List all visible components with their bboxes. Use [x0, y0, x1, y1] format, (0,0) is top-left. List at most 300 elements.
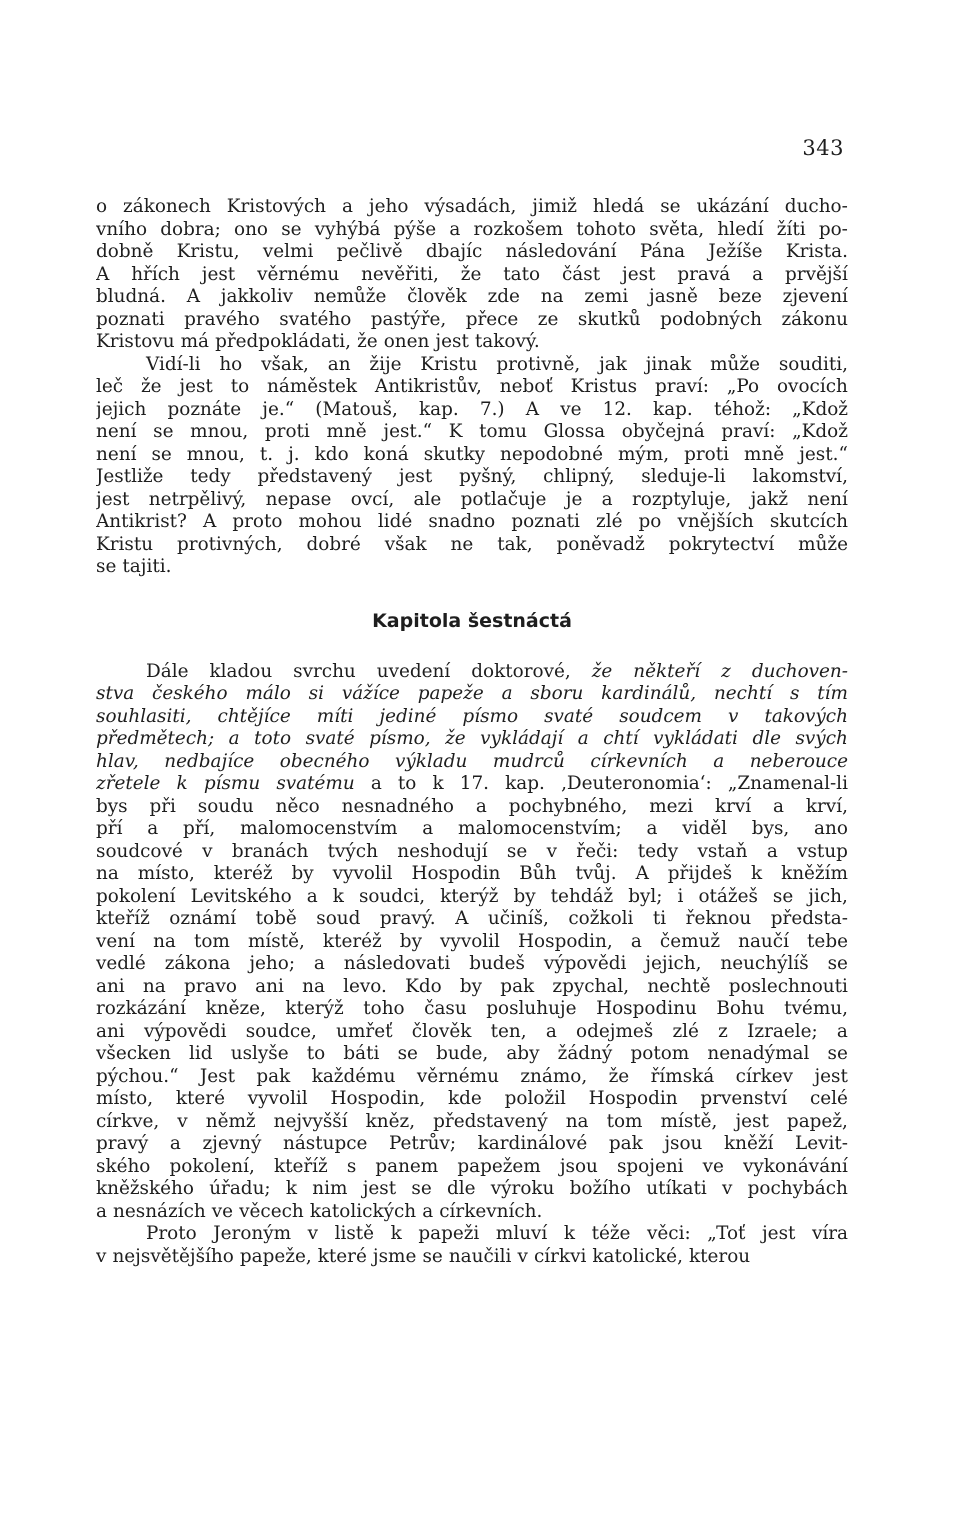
word: poněvadž [556, 533, 645, 555]
word: Petrův; [389, 1133, 457, 1154]
word: ‚Deuteronomia‘: [561, 773, 712, 794]
word: žije [369, 353, 402, 375]
word: mezi [649, 795, 694, 817]
word: K [448, 421, 463, 442]
word: dobra; [160, 218, 221, 240]
word: papeže [417, 683, 484, 704]
word: církevních [590, 750, 688, 772]
word: mně [744, 443, 785, 465]
word: ve [702, 1155, 724, 1177]
word: z [718, 1020, 728, 1042]
word: němž [205, 1110, 256, 1132]
text-line [96, 976, 848, 999]
word: A [186, 286, 200, 307]
word: a [313, 953, 325, 974]
word: místo, [137, 863, 195, 884]
word: nechtě [647, 975, 711, 997]
word: ze [537, 308, 559, 330]
word: se [151, 443, 172, 465]
text-line [96, 399, 848, 422]
word: Hospodin, [518, 930, 613, 952]
word: mudrců [492, 750, 565, 772]
word: neberouce [749, 750, 848, 772]
word: část [562, 263, 601, 285]
word: výroku [490, 1178, 555, 1199]
word: se [153, 421, 174, 442]
word: jest [435, 331, 469, 352]
word: tedy [637, 840, 679, 862]
word: katolických [309, 1200, 417, 1222]
text-line [96, 953, 848, 976]
word: Glossa [543, 421, 606, 442]
word: zpychal, [552, 975, 630, 997]
word: jeho [368, 196, 409, 217]
word: oznámí [169, 908, 237, 929]
word: vykládati [653, 728, 738, 749]
word: ani [96, 1020, 125, 1042]
word: představený [433, 1110, 548, 1132]
text-line [96, 683, 848, 706]
word: božího [569, 1178, 631, 1199]
word: zjevný [202, 1133, 262, 1154]
word: že [591, 660, 613, 682]
word: zlé [672, 1020, 699, 1042]
word: tobě [255, 908, 297, 929]
word: A [525, 398, 540, 420]
word: dobré [306, 533, 361, 555]
word: žádný [557, 1043, 613, 1064]
word: mně [326, 421, 367, 442]
word: soudce, [245, 1020, 317, 1042]
word: jest [96, 488, 130, 510]
word: a [601, 488, 613, 510]
word: nevěřiti, [361, 263, 439, 285]
word: v [721, 1178, 733, 1199]
word: s [789, 683, 800, 704]
text-line [96, 728, 848, 751]
word: k [176, 773, 188, 794]
word: kde [448, 1088, 482, 1109]
word: na [540, 286, 564, 307]
word: a [341, 196, 353, 217]
word: skutků [577, 308, 641, 330]
word: i [677, 885, 684, 907]
word: není [96, 443, 137, 465]
word: známo, [520, 1065, 588, 1087]
word: na [142, 975, 166, 997]
word: dobně [96, 241, 154, 262]
word: Kristu [96, 533, 154, 555]
word: k [285, 1178, 298, 1199]
page-number: 343 [802, 136, 844, 160]
word: kap. [505, 773, 545, 794]
paragraph [96, 661, 848, 1224]
word: Kristových [226, 196, 327, 217]
word: Ježíše [708, 241, 763, 262]
chapter-heading: Kapitola šestnáctá [372, 609, 572, 632]
word: Krista. [785, 241, 848, 262]
word: však, [261, 353, 309, 375]
word: jest [201, 263, 236, 285]
word: an [327, 353, 351, 375]
word: Bůh [519, 863, 557, 884]
word: jeho; [249, 953, 296, 974]
word: kteříž [273, 1155, 328, 1177]
word: věci: [647, 1223, 691, 1244]
word: svaté [305, 728, 355, 749]
text-line [96, 1111, 848, 1134]
text-line [96, 264, 848, 287]
word: jest.“ [799, 443, 848, 465]
word: ho [219, 353, 243, 375]
word: jakkoliv [220, 286, 293, 307]
word: tom [606, 1110, 643, 1132]
word: 17. [459, 773, 490, 794]
word: Hospodin [411, 863, 501, 884]
word: na [302, 975, 325, 997]
word: a [422, 1200, 434, 1222]
text-line [96, 1088, 848, 1111]
word: Jest [199, 1065, 235, 1087]
word: skutcích [769, 511, 848, 532]
word: že [357, 331, 378, 352]
word: může [710, 353, 760, 375]
word: uvedení [376, 660, 451, 682]
word: nechtí [713, 683, 773, 704]
word: kterýž [440, 885, 499, 907]
word: ono [234, 218, 268, 240]
word: Levitského [190, 885, 292, 907]
word: představený [257, 466, 373, 487]
word: rozkázání [96, 998, 187, 1019]
word: vyvolil [332, 863, 393, 884]
word: k [332, 885, 344, 907]
word: ani [96, 975, 125, 997]
word: písmo [462, 705, 519, 727]
text-line [96, 466, 848, 489]
word: jsme [372, 1245, 417, 1267]
word: zákonech [123, 196, 211, 217]
paragraph [96, 1223, 848, 1268]
word: času [424, 998, 467, 1019]
word: poznati [511, 511, 580, 532]
word: každému [311, 1065, 396, 1087]
word: se [506, 840, 528, 862]
word: nemůže [313, 286, 387, 307]
word: víra [811, 1223, 848, 1244]
word: tím [817, 683, 848, 704]
word: na [153, 930, 176, 952]
text-line [96, 1246, 848, 1269]
word: celé [809, 1088, 848, 1109]
word: vyvolil [440, 930, 500, 952]
word: a [545, 1020, 557, 1042]
word: panem [375, 1155, 439, 1177]
word: a [577, 728, 589, 749]
word: kteříž [96, 908, 150, 929]
word: římská [650, 1065, 715, 1087]
text-line [96, 219, 848, 242]
word: a [169, 1133, 181, 1154]
word: k [432, 773, 444, 794]
word: zjevení [782, 286, 848, 307]
word: mohou [298, 511, 362, 532]
word: souditi, [778, 353, 848, 375]
word: následování [505, 241, 617, 262]
word: neshodují [397, 840, 488, 862]
text-block [96, 196, 848, 1268]
text-line [96, 1021, 848, 1044]
word: jsou [559, 1155, 598, 1177]
text-line [96, 908, 848, 931]
word: svatému [276, 773, 355, 794]
text-line [96, 886, 848, 909]
word: pravý [96, 1133, 149, 1154]
section-after-heading [96, 661, 848, 1269]
word: otážeš [698, 885, 758, 907]
word: a [449, 218, 461, 240]
text-line [96, 1156, 848, 1179]
text-line [96, 1201, 848, 1224]
word: že [608, 1065, 630, 1087]
word: někteří [633, 660, 701, 682]
word: potom [630, 1043, 690, 1064]
word: potlačuje [460, 488, 547, 510]
word: tak, [497, 533, 533, 555]
word: vstup [797, 840, 848, 862]
word: Jestliže [96, 466, 164, 487]
text-line [96, 841, 848, 864]
word: téhož: [713, 398, 772, 420]
text-line [96, 1066, 848, 1089]
word: „Znamenal-li [727, 773, 848, 794]
word: utíkati [646, 1178, 707, 1199]
word: „Po [726, 376, 760, 397]
word: pyšný, [459, 466, 517, 487]
text-line [96, 376, 848, 399]
word: praví: [655, 376, 709, 397]
word: po [638, 511, 662, 532]
word: papež, [786, 1110, 848, 1132]
word: Bohu [716, 998, 765, 1019]
word: leč [96, 376, 124, 397]
word: mluví [495, 1223, 548, 1244]
word: by [291, 863, 314, 884]
word: tvému, [784, 998, 848, 1019]
word: tehdáž [550, 885, 614, 907]
word: dbajíc [425, 241, 483, 262]
word: místo, [96, 1088, 154, 1109]
word: jejich, [645, 953, 702, 974]
word: vyhýbá [314, 218, 381, 240]
word: doktorové, [471, 660, 571, 682]
word: skutky [423, 443, 486, 465]
text-line [96, 534, 848, 557]
word: jest.“ [383, 421, 433, 442]
word: neuchýlíš [720, 953, 809, 974]
word: snadno [428, 511, 496, 532]
word: onen [383, 331, 430, 352]
text-line [96, 196, 848, 219]
word: hledí [717, 218, 764, 240]
word: a [752, 263, 764, 285]
word: A [202, 511, 217, 532]
word: a [501, 683, 513, 704]
word: řeknou [685, 908, 752, 929]
word: výpovědi [543, 953, 627, 974]
word: naučí [738, 930, 789, 952]
word: lakomství, [752, 466, 848, 487]
word: kněze, [205, 998, 266, 1019]
word: poslechnouti [728, 975, 848, 997]
text-line [96, 556, 848, 579]
word: naučili [448, 1245, 512, 1267]
word: cožkoli [568, 908, 634, 929]
word: církev [735, 1065, 794, 1087]
word: bludná. [96, 286, 166, 307]
word: krví [714, 795, 752, 817]
word: vního [96, 218, 148, 240]
word: nesnadného [341, 795, 454, 817]
word: v [307, 1223, 319, 1244]
text-line [96, 863, 848, 886]
word: církve, [96, 1110, 160, 1132]
word: věrnému [416, 1065, 499, 1087]
text-line [96, 511, 848, 534]
word: nepase [265, 488, 332, 510]
word: málo [245, 683, 291, 704]
word: jest [735, 1110, 769, 1132]
word: něco [275, 795, 320, 817]
word: kteréž [213, 863, 273, 884]
word: a [773, 795, 785, 817]
word: ukázání [696, 196, 769, 217]
word: t. [259, 443, 274, 465]
word: dle [752, 728, 781, 749]
word: církevních. [439, 1200, 543, 1222]
word: pokrytectví [668, 533, 775, 555]
word: to [230, 376, 250, 397]
word: jest [761, 1223, 796, 1244]
word: kladou [209, 660, 273, 682]
word: nástupce [282, 1133, 368, 1154]
word: Hospodinu [596, 998, 697, 1019]
word: má [180, 331, 210, 352]
word: kněží [723, 1133, 774, 1154]
word: z [721, 660, 731, 682]
word: k [563, 1223, 576, 1244]
word: rozptyluje, [631, 488, 732, 510]
word: svrchu [293, 660, 356, 682]
word: Kristus [570, 376, 638, 397]
word: a [96, 1200, 107, 1222]
word: svaté [544, 705, 594, 727]
word: praví: [721, 421, 776, 442]
word: kdo [314, 443, 349, 465]
word: člověk [411, 1020, 472, 1042]
word: pří [96, 818, 123, 839]
word: ten, [490, 1020, 527, 1042]
word: neboť [499, 376, 553, 397]
word: pří, [182, 818, 216, 839]
word: uslyše [230, 1043, 289, 1064]
word: jak [599, 353, 627, 375]
word: které [317, 1245, 367, 1267]
word: A [635, 863, 649, 884]
word: proti [684, 443, 730, 465]
word: by [513, 885, 536, 907]
word: podobných [660, 308, 762, 330]
word: pochybách [747, 1178, 848, 1199]
word: jediné [379, 705, 437, 727]
word: světa, [649, 218, 705, 240]
word: Kristu, [176, 241, 240, 262]
word: že [460, 263, 482, 285]
word: 12. [602, 398, 632, 420]
word: soudcem [619, 705, 702, 727]
word: spojeni [616, 1155, 684, 1177]
word: Hospodin, [330, 1088, 426, 1109]
word: se [281, 218, 302, 240]
word: následovati [343, 953, 451, 974]
word: sboru [530, 683, 584, 704]
word: Hospodin [588, 1088, 678, 1109]
word: ano [814, 818, 848, 839]
word: věrnému [257, 263, 340, 285]
text-line [96, 421, 848, 444]
word: pravý. [379, 908, 436, 929]
word: na [565, 1110, 589, 1132]
word: „Toť [707, 1223, 746, 1244]
word: kteréž [322, 930, 382, 952]
word: tvých [327, 840, 378, 862]
text-line [96, 706, 848, 729]
word: se [422, 1245, 443, 1267]
word: „Kdož [792, 398, 848, 420]
word: k [750, 863, 763, 884]
word: řeči: [576, 840, 619, 862]
word: není [807, 488, 848, 510]
paragraph [96, 196, 848, 354]
word: k [390, 1223, 402, 1244]
word: a [306, 885, 318, 907]
word: pak [608, 1133, 643, 1154]
word: zákonu [781, 308, 848, 330]
word: se [772, 885, 794, 907]
word: kterou [688, 1245, 751, 1267]
word: papeže, [239, 1245, 312, 1267]
word: tajiti. [122, 556, 172, 577]
word: však [384, 533, 427, 555]
word: ve [560, 398, 582, 420]
word: bude, [436, 1043, 489, 1064]
text-line [96, 796, 848, 819]
word: učiníš, [487, 908, 549, 929]
word: vedlé [96, 953, 146, 974]
word: soudu [197, 795, 254, 817]
word: ti [652, 908, 667, 929]
word: viděl [682, 818, 728, 839]
word: malomocenstvím; [458, 818, 622, 839]
word: ského [96, 1155, 151, 1177]
word: toho [363, 998, 405, 1019]
word: stva [96, 683, 135, 704]
word: duchoven- [751, 660, 848, 682]
word: bys [96, 795, 128, 817]
word: sleduje-li [641, 466, 726, 487]
word: jest [362, 1178, 397, 1199]
word: to [306, 1043, 326, 1064]
